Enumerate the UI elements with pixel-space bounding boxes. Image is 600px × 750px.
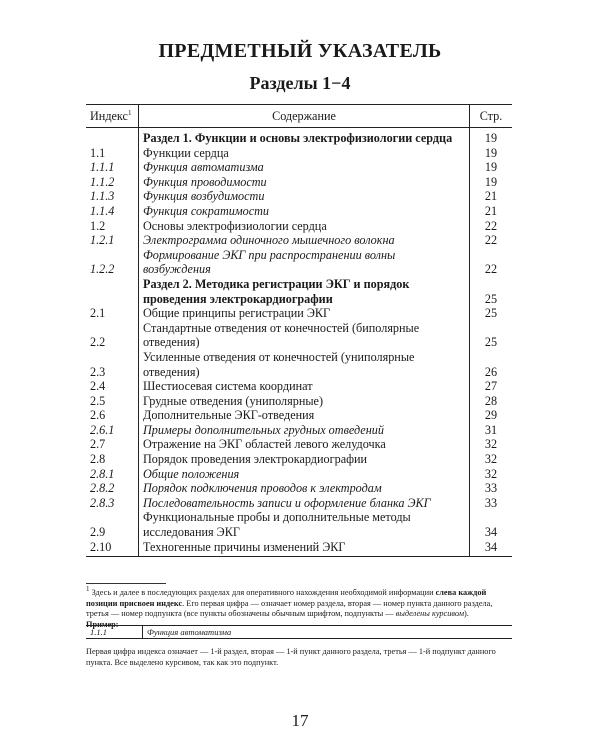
- row-page: 19: [484, 174, 498, 189]
- table-row: [86, 496, 512, 511]
- row-content: Примеры дополнительных грудных отведений: [139, 423, 470, 438]
- row-content: Функции сердца: [139, 146, 470, 161]
- row-content: Шестиосевая система координат: [139, 379, 470, 394]
- row-index: 2.10: [86, 540, 139, 557]
- row-index: 2.8.1: [90, 466, 115, 481]
- column-header-index: Индекс$^1$: [86, 105, 139, 128]
- row-content: Функциональные пробы и дополнительные методы исследования ЭКГ: [139, 510, 470, 539]
- table-row: [86, 175, 512, 190]
- footnote-text-part3: ).: [464, 609, 469, 619]
- row-index: [86, 277, 139, 306]
- example-explanation: Первая цифра индекса означает — 1-й раздел, вторая — 1-й пункт данного раздела, третья — 1-й подпункт данного пункта. Все выделено курсивом, так как это подпункт.: [86, 647, 496, 667]
- footnote-text-part2: . Его первая цифра — означает номер раздела, вторая — номер пункта данного раздела, третья — номер подпункта (все пункты обозначены обычным шрифтом, подпункты —: [86, 598, 493, 619]
- index-table: [86, 104, 512, 557]
- row-page: 27: [484, 379, 498, 394]
- row-page: 32: [484, 452, 498, 467]
- row-content: Функция автоматизма: [139, 160, 470, 175]
- table-row: [86, 408, 512, 423]
- row-index: 2.2: [90, 335, 106, 350]
- row-page: 21: [484, 189, 498, 204]
- table-row: [86, 481, 512, 496]
- row-content: Грудные отведения (униполярные): [139, 394, 470, 409]
- table-row: [86, 350, 512, 379]
- row-page: 33: [484, 495, 498, 510]
- row-index: 1.1.3: [90, 189, 115, 204]
- row-index: 1.1.1: [90, 160, 115, 175]
- table-header-row: [86, 105, 512, 128]
- row-index: 2.5: [90, 393, 106, 408]
- row-page: 22: [484, 218, 498, 233]
- row-page: 19: [484, 131, 498, 145]
- row-page: 29: [484, 408, 498, 423]
- footnote-number: 1: [86, 585, 90, 594]
- footnote-mark: 1: [127, 108, 132, 117]
- row-page: 22: [484, 233, 498, 248]
- row-page: 32: [484, 466, 498, 481]
- table-row: [86, 423, 512, 438]
- table-row: [86, 540, 512, 557]
- row-page: 19: [484, 160, 498, 175]
- row-content: Дополнительные ЭКГ-отведения: [139, 408, 470, 423]
- table-row: [86, 306, 512, 321]
- row-page: 21: [484, 203, 498, 218]
- example-row: [86, 626, 512, 639]
- table-row: [86, 379, 512, 394]
- table-row: [86, 321, 512, 350]
- row-content: Раздел 2. Методика регистрации ЭКГ и порядок проведения электрокардиографии: [139, 277, 470, 306]
- table-row: [86, 467, 512, 482]
- footnote-divider: [86, 583, 166, 584]
- table-row: [86, 160, 512, 175]
- row-content: Раздел 1. Функции и основы электрофизиологии сердца: [139, 128, 470, 146]
- row-index: [86, 128, 139, 146]
- row-page: 34: [470, 540, 513, 557]
- row-page: 26: [484, 364, 498, 379]
- row-page: 22: [484, 262, 498, 277]
- page-subtitle: Разделы 1−4: [249, 73, 351, 93]
- row-content: Отражение на ЭКГ областей левого желудочка: [139, 437, 470, 452]
- row-index: 1.2.1: [90, 233, 115, 248]
- row-page: 28: [484, 393, 498, 408]
- row-page: 32: [484, 437, 498, 452]
- table-row: [86, 128, 512, 146]
- row-index: 2.9: [90, 525, 106, 540]
- table-row: [86, 394, 512, 409]
- row-index: 1.1: [90, 145, 106, 160]
- table-row: [86, 277, 512, 306]
- row-content: Функция возбудимости: [139, 189, 470, 204]
- row-index: 1.2: [90, 218, 106, 233]
- row-content: Последовательность записи и оформление бланка ЭКГ: [139, 496, 470, 511]
- row-page: 25: [484, 306, 498, 321]
- row-content: Общие принципы регистрации ЭКГ: [139, 306, 470, 321]
- row-index: 2.3: [90, 364, 106, 379]
- row-index: 1.2.2: [90, 262, 115, 277]
- row-index: 1.1.4: [90, 203, 115, 218]
- row-index: 2.8: [90, 452, 106, 467]
- row-content: Функция сократимости: [139, 204, 470, 219]
- page-number: 17: [291, 711, 309, 730]
- row-page: 25: [484, 291, 498, 306]
- example-index: 1.1.1: [86, 626, 143, 639]
- column-header-page: Стр.: [470, 105, 513, 128]
- row-index: 2.6: [90, 408, 106, 423]
- table-row: [86, 204, 512, 219]
- row-content: Порядок подключения проводов к электродам: [139, 481, 470, 496]
- table-row: [86, 510, 512, 539]
- row-content: Формирование ЭКГ при распространении волны возбуждения: [139, 248, 470, 277]
- table-row: [86, 146, 512, 161]
- page-title: ПРЕДМЕТНЫЙ УКАЗАТЕЛЬ: [158, 40, 442, 62]
- row-content: Электрограмма одиночного мышечного волокна: [139, 233, 470, 248]
- row-index: 2.8.2: [90, 481, 115, 496]
- row-index: 1.1.2: [90, 174, 115, 189]
- footnote-bold-text: слева каждой позиции присвоен индекс: [86, 588, 487, 608]
- footnote-text-part1: Здесь и далее в последующих разделах для оперативного нахождения необходимой информации: [89, 588, 436, 597]
- row-content: Техногенные причины изменений ЭКГ: [139, 540, 470, 557]
- table-row: [86, 233, 512, 248]
- table-row: [86, 189, 512, 204]
- row-page: 25: [484, 335, 498, 350]
- row-index: 2.7: [90, 437, 106, 452]
- column-header-content: Содержание: [139, 105, 470, 128]
- row-content: Усиленные отведения от конечностей (униполярные отведения): [139, 350, 470, 379]
- table-row: [86, 248, 512, 277]
- example-content: Функция автоматизма: [143, 626, 513, 639]
- row-content: Основы электрофизиологии сердца: [139, 219, 470, 234]
- table-row: [86, 452, 512, 467]
- row-content: Порядок проведения электрокардиографии: [139, 452, 470, 467]
- row-index: 2.6.1: [90, 422, 115, 437]
- row-page: 33: [484, 481, 498, 496]
- row-index: 2.4: [90, 379, 106, 394]
- row-content: Стандартные отведения от конечностей (биполярные отведения): [139, 321, 470, 350]
- row-content: Общие положения: [139, 467, 470, 482]
- row-index: 2.1: [90, 306, 106, 321]
- row-index: 2.8.3: [90, 495, 115, 510]
- row-page: 19: [484, 145, 498, 160]
- table-row: [86, 437, 512, 452]
- example-label: Пример:: [86, 619, 119, 629]
- row-content: Функция проводимости: [139, 175, 470, 190]
- footnote-italic-text: выделены курсивом: [395, 609, 465, 619]
- table-row: [86, 219, 512, 234]
- row-page: 34: [484, 525, 498, 540]
- example-table: [86, 625, 512, 639]
- index-table-body: [86, 128, 512, 557]
- row-page: 31: [484, 422, 498, 437]
